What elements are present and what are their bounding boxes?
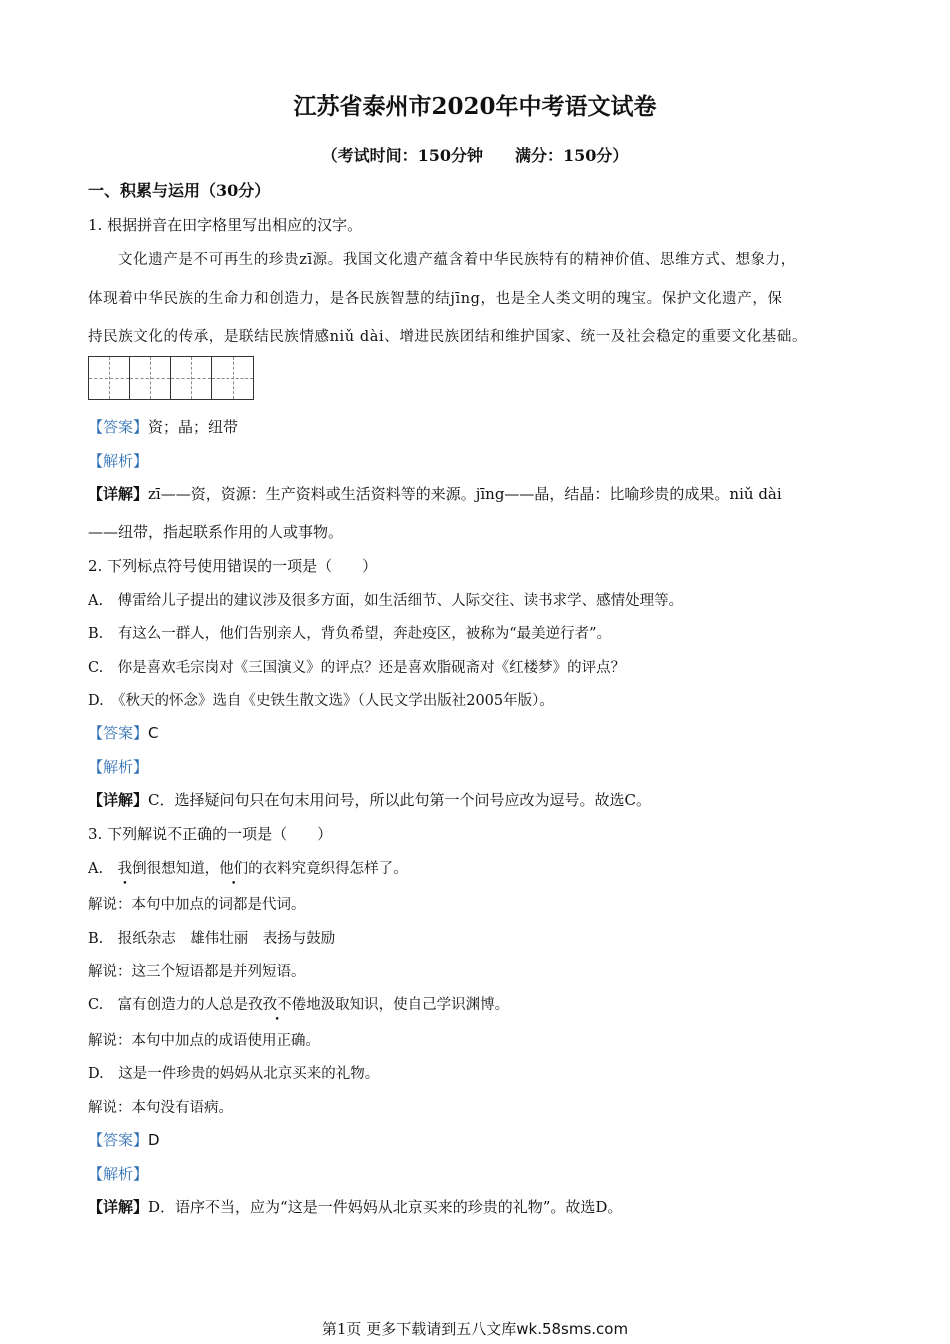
analysis-tag: 【解析】 bbox=[88, 452, 149, 470]
option-a bbox=[88, 857, 408, 878]
dotted-word: 他们 bbox=[219, 861, 249, 877]
option-b: B. 报纸杂志 雄伟壮丽 表扬与鼓励 bbox=[88, 931, 336, 947]
option-text: C. 富有创造力的人总是 bbox=[88, 997, 249, 1013]
answer-text: D bbox=[148, 1131, 160, 1149]
detail-text: zī——资，资源：生产资料或生活资料等的来源。jīng——晶，结晶：比喻珍贵的成果。niǔ dài bbox=[148, 485, 782, 503]
passage-line: 持民族文化的传承，是联结民族情感niǔ dài、增进民族团结和维护国家、统一及社会稳定的重要文化基础。 bbox=[88, 329, 808, 345]
option-note: 解说：本句中加点的成语使用正确。 bbox=[88, 1033, 320, 1049]
question-2-stem: 2. 下列标点符号使用错误的一项是（ ） bbox=[88, 557, 378, 575]
detail-text: D．语序不当，应为“这是一件妈妈从北京买来的珍贵的礼物”。故选D。 bbox=[148, 1198, 623, 1216]
detail-line bbox=[88, 483, 782, 504]
option-b: B. 有这么一群人，他们告别亲人，背负希望，奔赴疫区，被称为“最美逆行者”。 bbox=[88, 626, 612, 642]
option-c bbox=[88, 993, 509, 1014]
option-text: 地汲取知识，使自己学识渊博。 bbox=[306, 997, 510, 1013]
answer-text: C bbox=[148, 724, 159, 742]
dotted-word: 孜孜不倦 bbox=[248, 997, 307, 1013]
question-1-stem: 1. 根据拼音在田字格里写出相应的汉字。 bbox=[88, 216, 363, 234]
grid-cell bbox=[171, 357, 212, 399]
option-note: 解说：本句中加点的词都是代词。 bbox=[88, 897, 306, 913]
option-text: 的衣料究竟织得怎样了。 bbox=[248, 861, 408, 877]
option-d: D. 《秋天的怀念》选自《史铁生散文选》（人民文学出版社2005年版）。 bbox=[88, 693, 554, 709]
page-number: 第1页 bbox=[321, 1320, 362, 1338]
detail-tag: 【详解】 bbox=[88, 791, 149, 809]
detail-text: C．选择疑问句只在句末用问号，所以此句第一个问号应改为逗号。故选C。 bbox=[148, 791, 651, 809]
option-note: 解说：本句没有语病。 bbox=[88, 1100, 233, 1116]
question-3-stem: 3. 下列解说不正确的一项是（ ） bbox=[88, 825, 333, 843]
grid-cell bbox=[89, 357, 130, 399]
detail-line bbox=[88, 1196, 622, 1217]
page-title: 江苏省泰州市2020年中考语文试卷 bbox=[293, 93, 657, 120]
analysis-tag: 【解析】 bbox=[88, 1165, 149, 1183]
passage-line: 文化遗产是不可再生的珍贵zī源。我国文化遗产蕴含着中华民族特有的精神价值、思维方式、想象力， bbox=[118, 252, 796, 268]
answer-line bbox=[88, 1129, 160, 1150]
grid-cell bbox=[130, 357, 171, 399]
dotted-word: 我 bbox=[117, 861, 133, 877]
answer-tag: 【答案】 bbox=[88, 1131, 149, 1149]
tianzige-grid bbox=[88, 356, 254, 400]
passage-line: 体现着中华民族的生命力和创造力，是各民族智慧的结jīng，也是全人类文明的瑰宝。保护文化遗产，保 bbox=[88, 291, 783, 307]
section-heading: 一、积累与运用（30分） bbox=[88, 181, 271, 200]
detail-line: ——纽带，指起联系作用的人或事物。 bbox=[88, 523, 344, 541]
option-a: A. 傅雷给儿子提出的建议涉及很多方面，如生活细节、人际交往、读书求学、感情处理等。 bbox=[88, 593, 684, 609]
option-text: 倒很想知道， bbox=[132, 861, 220, 877]
grid-cell bbox=[212, 357, 253, 399]
page-footer bbox=[0, 1318, 950, 1339]
option-note: 解说：这三个短语都是并列短语。 bbox=[88, 964, 306, 980]
option-c: C. 你是喜欢毛宗岗对《三国演义》的评点？还是喜欢脂砚斋对《红楼梦》的评点？ bbox=[88, 660, 626, 676]
option-d: D. 这是一件珍贵的妈妈从北京买来的礼物。 bbox=[88, 1066, 380, 1082]
answer-line bbox=[88, 416, 238, 437]
analysis-tag: 【解析】 bbox=[88, 758, 149, 776]
answer-tag: 【答案】 bbox=[88, 724, 149, 742]
footer-text: 更多下载请到五八文库 bbox=[366, 1320, 517, 1338]
answer-text: 资；晶；纽带 bbox=[148, 418, 239, 436]
detail-tag: 【详解】 bbox=[88, 485, 149, 503]
exam-subtitle: （考试时间：150分钟 满分：150分） bbox=[321, 146, 629, 165]
answer-line bbox=[88, 722, 159, 743]
detail-line bbox=[88, 789, 651, 810]
option-label: A. bbox=[88, 861, 118, 877]
detail-tag: 【详解】 bbox=[88, 1198, 149, 1216]
footer-site[interactable]: wk.58sms.com bbox=[516, 1320, 629, 1338]
answer-tag: 【答案】 bbox=[88, 418, 149, 436]
